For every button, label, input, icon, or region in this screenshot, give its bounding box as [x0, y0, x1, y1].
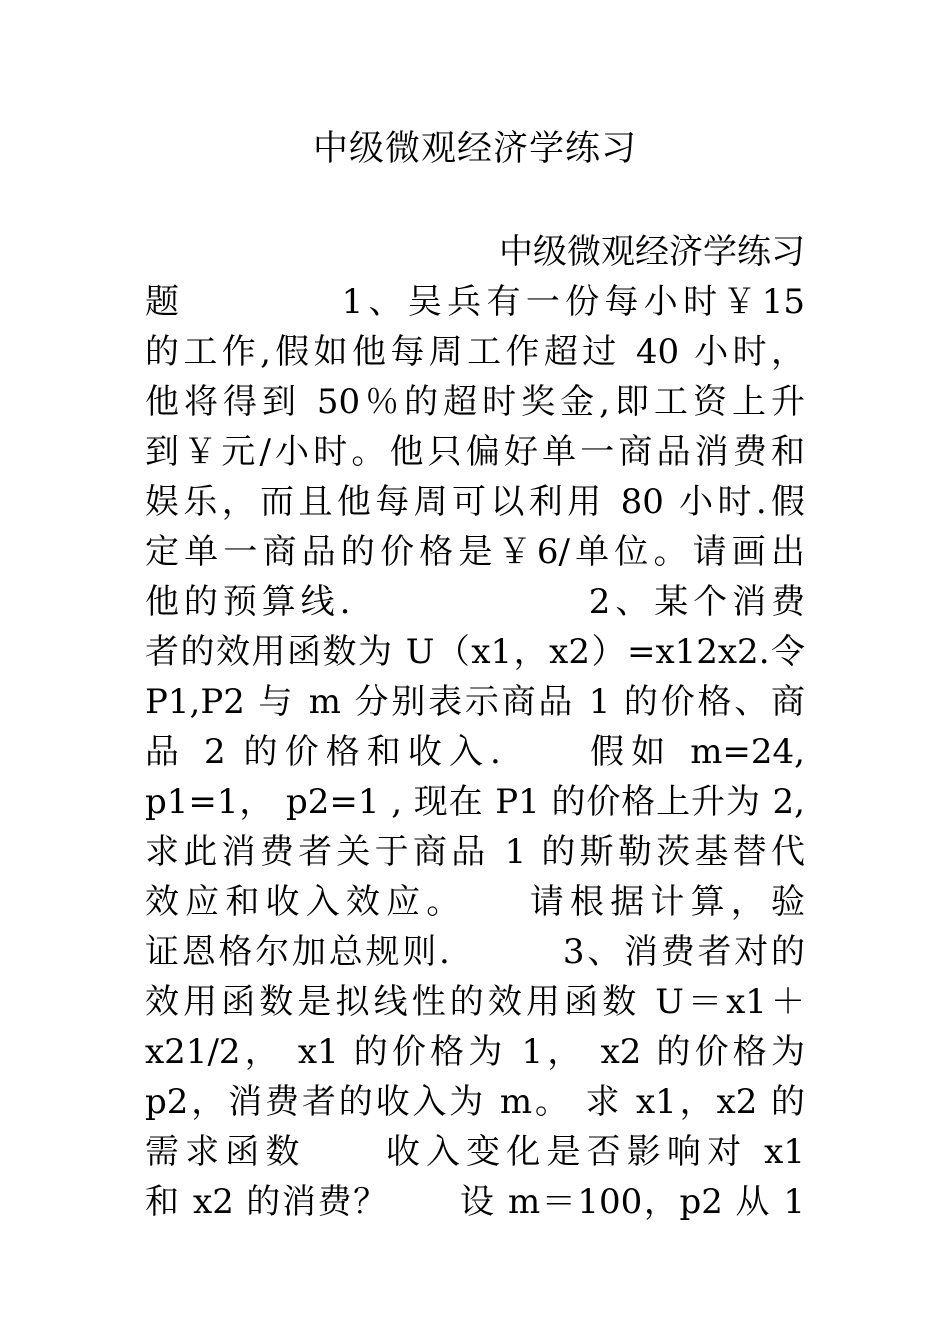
document-body [145, 227, 805, 1227]
body-line: 品 2 的价格和收入. 假如 m=24, [145, 732, 805, 772]
body-line: 效用函数是拟线性的效用函数 U＝x1＋ [145, 982, 805, 1022]
document-title: 中级微观经济学练习 [312, 129, 637, 169]
body-line: 题 1、吴兵有一份每小时￥15 [145, 282, 805, 322]
body-line: 他将得到 50％的超时奖金,即工资上升 [145, 382, 805, 422]
body-line: P1,P2 与 m 分别表示商品 1 的价格、商 [145, 682, 805, 722]
body-line: 和 x2 的消费？ 设 m＝100，p2 从 1 [145, 1182, 805, 1222]
body-line: 者的效用函数为 U（x1，x2）=x12x2.令 [145, 632, 805, 672]
body-line: 娱乐，而且他每周可以利用 80 小时.假 [145, 482, 805, 522]
body-line: 效应和收入效应。 请根据计算，验 [145, 882, 805, 922]
body-line: 证恩格尔加总规则. 3、消费者对的 [145, 932, 805, 972]
body-line: 定单一商品的价格是￥6/单位。请画出 [145, 532, 805, 572]
body-line: 的工作,假如他每周工作超过 40 小时， [145, 332, 805, 372]
body-line: 需求函数 收入变化是否影响对 x1 [145, 1132, 805, 1172]
body-line: 求此消费者关于商品 1 的斯勒茨基替代 [145, 832, 805, 872]
body-line: p1=1， p2=1 , 现在 P1 的价格上升为 2, [145, 782, 805, 822]
body-line: 中级微观经济学练习 [499, 232, 805, 272]
body-line: 到￥元/小时。他只偏好单一商品消费和 [145, 432, 805, 472]
body-line: 他的预算线. 2、某个消费 [145, 582, 805, 622]
body-line: p2，消费者的收入为 m。 求 x1，x2 的 [145, 1082, 805, 1122]
body-line: x21/2， x1 的价格为 1， x2 的价格为 [145, 1032, 805, 1072]
